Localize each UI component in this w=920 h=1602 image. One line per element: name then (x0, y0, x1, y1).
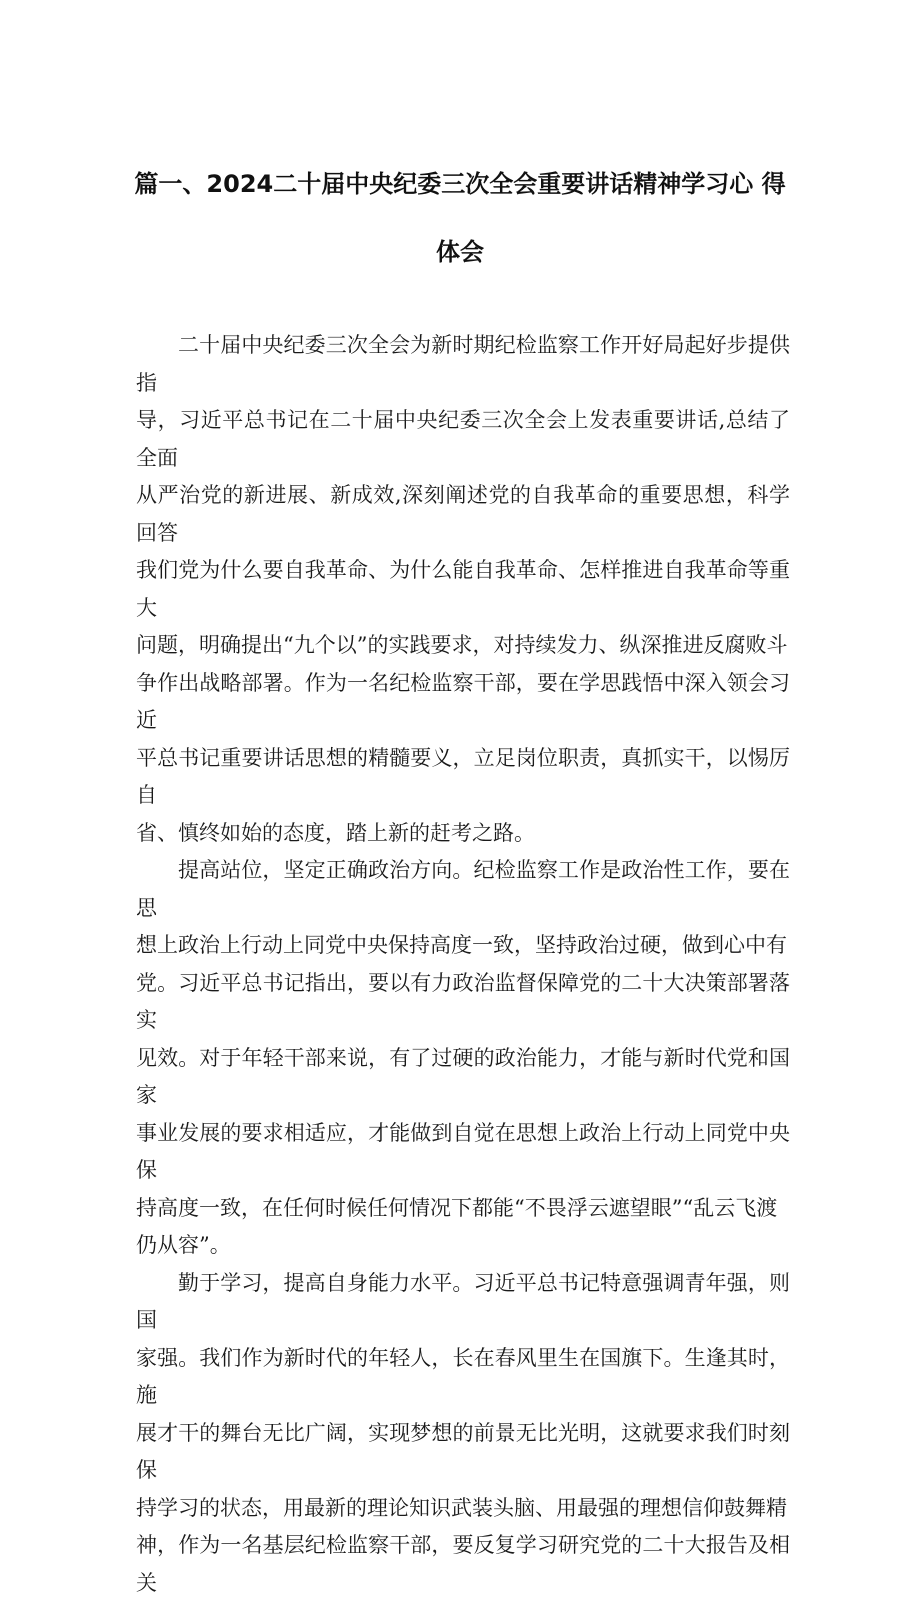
paragraph-1: 二十届中央纪委三次全会为新时期纪检监察工作开好局起好步提供指 导，习近平总书记在二十届中央纪委三次全会上发表重要讲话,总结了全面 从严治党的新进展、新成效,深刻阐述党的自我革命的重要思想，科学回答 我们党为什么要自我革命、为什么能自我革命、怎样推进自我革命等重大 问题，明确提出“九个以”的实践要求，对持续发力、纵深推进反腐败斗 争作出战略部署。作为一名纪检监察干部，要在学思践悟中深入领会习近 平总书记重要讲话思想的精髓要义，立足岗位职责，真抓实干，以惕厉自 省、慎终如始的态度，踏上新的赶考之路。 (136, 327, 790, 852)
paragraph-2: 提高站位，坚定正确政治方向。纪检监察工作是政治性工作，要在思 想上政治上行动上同党中央保持高度一致，坚持政治过硬，做到心中有 党。习近平总书记指出，要以有力政治监督保障党的二十大决策部署落实 见效。对于年轻干部来说，有了过硬的政治能力，才能与新时代党和国家 事业发展的要求相适应，才能做到自觉在思想上政治上行动上同党中央保 持高度一致，在任何时候任何情况下都能“不畏浮云遮望眼”“乱云飞渡 仍从容”。 (136, 852, 790, 1265)
document-body (136, 327, 790, 1602)
document-title: 篇一、2024二十届中央纪委三次全会重要讲话精神学习心 得体会 (130, 150, 790, 286)
paragraph-3: 勤于学习，提高自身能力水平。习近平总书记特意强调青年强，则国 家强。我们作为新时代的年轻人，长在春风里生在国旗下。生逢其时，施 展才干的舞台无比广阔，实现梦想的前景无比光明，这就要求我们时刻保 持学习的状态，用最新的理论知识武装头脑、用最强的理想信仰鼓舞精 神，作为一名基层纪检监察干部，要反复学习研究党的二十大报告及相关 (136, 1265, 790, 1602)
